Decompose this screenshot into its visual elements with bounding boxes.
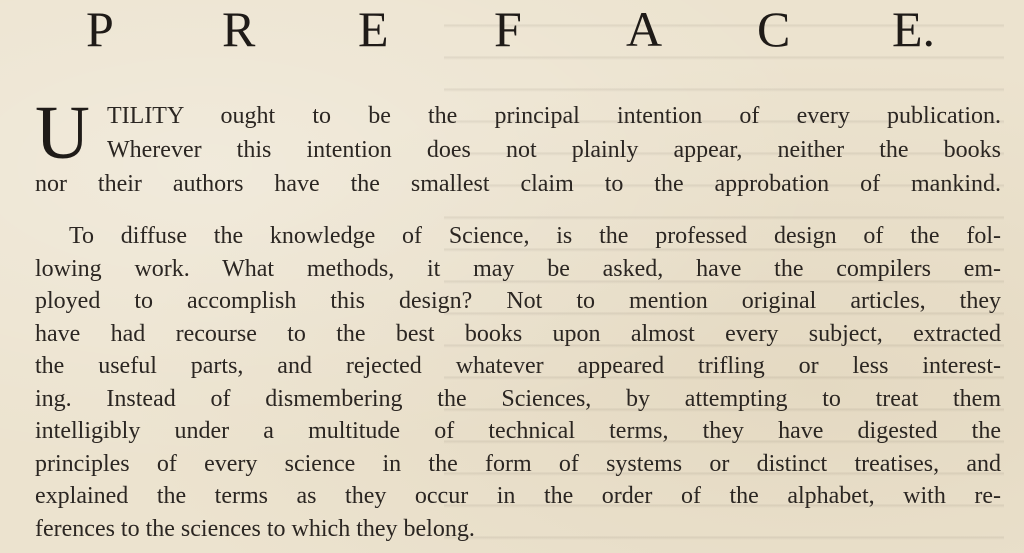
- drop-cap: U: [35, 91, 90, 175]
- title-letter: E.: [892, 1, 936, 57]
- title-letter: E: [358, 1, 389, 57]
- paragraph-line: explained the terms as they occur in the order of the alphabet, with re-: [35, 483, 1001, 509]
- title-letter: F: [494, 1, 522, 57]
- paragraph-2: [35, 220, 1001, 545]
- paragraph-line: ferences to the sciences to which they belong.: [35, 515, 475, 542]
- paragraph-line: principles of every science in the form of systems or distinct treatises, and: [35, 450, 1001, 477]
- page-title: [0, 0, 1024, 62]
- paragraph-line: ing. Instead of dismembering the Sciences, by attempting to treat them: [35, 385, 1001, 412]
- title-letter: A: [626, 1, 663, 57]
- paragraph-line: To diffuse the knowledge of Science, is the professed design of the fol-: [69, 223, 1001, 249]
- paragraph-1: [35, 99, 1001, 201]
- title-letter: P: [86, 1, 114, 57]
- paragraph-line: lowing work. What methods, it may be asked, have the compilers em-: [35, 255, 1001, 282]
- paragraph-line: intelligibly under a multitude of technical terms, they have digested the: [35, 418, 1001, 444]
- paragraph-line: have had recourse to the best books upon almost every subject, extracted: [35, 320, 1001, 347]
- paragraph-line: TILITY ought to be the principal intention of every publication.: [107, 103, 1001, 129]
- title-letter: C: [757, 1, 791, 57]
- paragraph-line: the useful parts, and rejected whatever appeared trifling or less interest-: [35, 353, 1001, 379]
- paragraph-line: ployed to accomplish this design? Not to mention original articles, they: [35, 288, 1001, 314]
- title-letter: R: [222, 1, 256, 57]
- paragraph-line: nor their authors have the smallest claim to the approbation of mankind.: [35, 171, 1001, 197]
- paragraph-line: Wherever this intention does not plainly appear, neither the books: [107, 137, 1001, 163]
